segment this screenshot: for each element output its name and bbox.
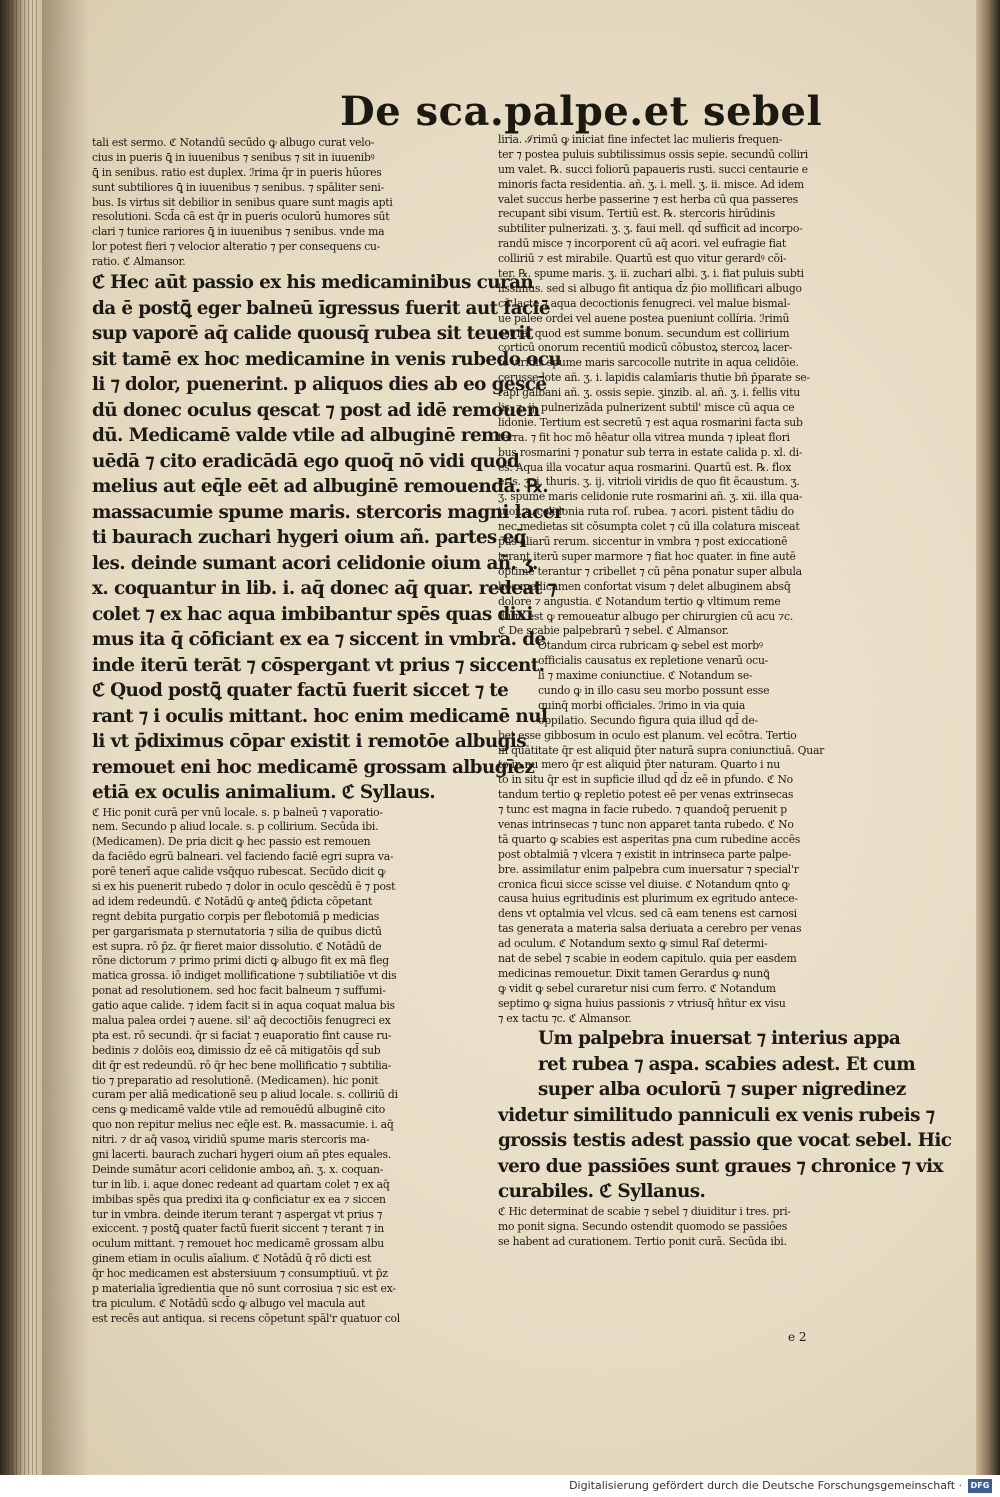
text-line: colliriū ⁊ est mirabile. Quartū est quo vitur gerardꝰ cōi- [498, 252, 787, 266]
text-line: bus rosmarini ⁊ ponatur sub terra in estate calida p. xl. di- [498, 445, 803, 459]
text-line: oppilatio. Secundo figura quia illud qd̄ de- [538, 713, 758, 727]
text-line: optime terantur ⁊ cribellet ⁊ cū pēna ponatur super albula [498, 564, 802, 578]
text-column-right [498, 133, 952, 1250]
text-line: cens ꝙ medicamē valde vtile ad remouēdū albuginē cito [92, 1103, 386, 1117]
text-line: videtur similitudo panniculi ex venis rubeis ⁊ [498, 1104, 935, 1126]
text-line: liria. ℐrimū ꝙ iniciat fine infectet lac mulieris frequen- [498, 133, 783, 146]
text-line: per gargarismata p sternutatoria ⁊ silia de quibus dictū [92, 924, 382, 938]
text-line: da faciēdo egrū balneari. vel faciendo faciē egri supra va- [92, 850, 394, 864]
text-line: malua palea ordei ⁊ auene. sil' aq̄ decoctiōis fenugreci ex [92, 1013, 391, 1027]
text-line: tandum tertio ꝙ repletio potest eē per venas extrinsecas [498, 788, 794, 802]
text-line: oculum mittant. ⁊ remouet hoc medicamē grossam albu [92, 1237, 384, 1251]
text-line: ℭ Quod postꝗ̄ quater factū fuerit siccet ⁊ te [92, 680, 509, 702]
text-line: exiccent. ⁊ postꝗ̄ quater factū fuerit siccent ⁊ terant ⁊ in [92, 1222, 385, 1236]
text-line: sit tamē ex hoc medicamine in venis rubedo ocu [92, 348, 562, 370]
text-line: melius aut eq̄le eēt ad albuginē remouendā. ℞. [92, 476, 549, 498]
text-line: tā quarto ꝙ scabies est asperitas pna cum rubedine accēs [498, 832, 800, 846]
text-line: da ē postꝗ̄ eger balneū īgressus fuerit aut faciē [92, 297, 551, 319]
text-line: sup vaporē aq̄ calide quousq̄ rubea sit teuerit [92, 323, 533, 345]
text-line: se habent ad curationem. Tertio ponit curā. Secūda ibi. [498, 1234, 787, 1248]
text-line: lissimus. sed si albugo fit antiqua d̄z p̄io mollificari albugo [498, 281, 802, 295]
text-line: curabiles. ℭ Syllanus. [498, 1181, 706, 1203]
text-line: ginem etiam in oculis aīalium. ℭ Notādū q̄ rō dicti est [92, 1252, 372, 1266]
text-line: lis. ʒ. ij. pulnerizāda pulnerizent subtil' misce cū aqua ce [498, 401, 795, 415]
page-right-edge [976, 0, 1000, 1475]
text-line: ue palee ordei vel auene postea pueniunt collíria. ℐrimū [498, 311, 790, 325]
text-line: Deinde sumātur acori celidonie amboꝝ añ. ʒ. x. coquan- [92, 1162, 384, 1176]
text-line: li vt p̄diximus cōpar existit i remotōe albugis [92, 731, 527, 753]
text-line: p̄us aliarū rerum. siccentur in vmbra ⁊ post exiccationē [498, 535, 788, 549]
text-line: ℭ Hic ponit curā per vnū locale. s. p balneū ⁊ vaporatio- [92, 805, 383, 819]
text-line: quo non repitur melius nec eq̄le est. ℞. massacumie. i. aq̄ [92, 1118, 394, 1132]
text-line: resolutioni. Scd̄a cā est q̄r in pueris oculorū humores sūt [92, 210, 390, 224]
text-line: valet succus herbe passerine ⁊ est herba cū qua passeres [498, 192, 798, 206]
text-line: cundo ꝙ in illo casu seu morbo possunt esse [538, 683, 770, 697]
text-line: te viridis spume maris sarcocolle nutrite in aqua celidōie. [498, 356, 799, 370]
text-line: ad oculum. ℭ Notandum sexto ꝙ simul Raſ determi- [498, 937, 768, 951]
text-line: colet ⁊ ex hac aqua imbibantur spēs quas dixi [92, 603, 533, 625]
text-line: inde iterū terāt ⁊ cōspergant vt prius ⁊ siccent. [92, 654, 545, 676]
text-line: nitri. ⁊ dr aq̄ vasoꝝ viridiū spume maris stercoris ma- [92, 1133, 370, 1147]
funding-credit: Digitalisierung gefördert durch die Deutsche Forschungsgemeinschaft · [569, 1479, 962, 1492]
text-line: ⁊ tunc est magna in facie rubedo. ⁊ quandoq̄ peruenit p [498, 803, 787, 817]
text-line: vero due passiōes sunt graues ⁊ chronice ⁊ vix [498, 1155, 943, 1177]
text-line: (Medicamen). De pria dicit ꝙ hec passio est remouen [92, 835, 371, 849]
text-line: Um palpebra inuersat ⁊ interius appa [538, 1028, 901, 1050]
text-line: mus ita q̄ cōficiant ex ea ⁊ siccent in vmbra. de [92, 629, 546, 651]
text-line: porē tenerī aque calide vsq̄quo rubescat. Secūdo dicit ꝙ [92, 865, 386, 879]
text-line: corticū onorum recentiū modicū cōbustoꝝ stercoꝝ lacer- [498, 341, 793, 355]
text-line: ratio. ℭ Almansor. [92, 255, 186, 269]
text-line: curam per aliā medicationē seu p aliud locale. s. colliriū di [92, 1088, 398, 1102]
text-line: septimo ꝙ signa huius passionis ⁊ vtriusq̄ hñtur ex visu [498, 996, 786, 1010]
text-line: nat de sebel ⁊ scabie in eodem capitulo. quia per easdem [498, 951, 797, 965]
text-line: si ex his puenerit rubedo ⁊ dolor in oculo qescēdū ē ⁊ post [92, 879, 396, 893]
text-line: hoc medicamen confortat visum ⁊ delet albuginem absq̄ [498, 579, 791, 593]
text-line: clari ⁊ tunice rariores ꝗ̄ in iuuenibus ⁊ senibus. vnde ma [92, 225, 385, 239]
page-stack-lines [4, 0, 38, 1475]
text-line: Otandum circa rubricam ꝙ sebel est morbꝰ [538, 639, 763, 653]
text-line: mo ponit signa. Secundo ostendit quomodo se passiōes [498, 1219, 787, 1233]
text-line: ad idem redeundū. ℭ Notādū ꝙ anteꝗ̄ p̄dicta cōpetant [92, 894, 373, 908]
text-line: terra. ⁊ fit hoc mō hēatur olla vitrea munda ⁊ ipleat flori [498, 430, 790, 444]
text-line: cronica ficui sicce scisse vel diuise. ℭ Notandum qnto ꝙ [498, 877, 790, 891]
text-line: minoris facta residentia. añ. ʒ. i. mell. ʒ. ii. misce. Ad idem [498, 177, 804, 191]
text-line: est raſ quod est summe bonum. secundum est collirium [498, 326, 790, 340]
text-line: tra piculum. ℭ Notādū scd̄o ꝙ albugo vel macula aut [92, 1296, 366, 1310]
text-line: venas intrinsecas ⁊ tunc non apparet tanta rubedo. ℭ No [498, 817, 794, 831]
text-line: imbibas spēs qua predixi ita ꝙ conficiatur ex ea ⁊ siccen [92, 1192, 386, 1206]
text-line: lor potest fieri ⁊ velocior alteratio ⁊ per consequens cu- [92, 240, 381, 254]
text-line: medicinas remouetur. Dixit tamen Gerardus ꝙ nunꝗ̄ [498, 966, 770, 980]
text-line: cerusse lote añ. ʒ. i. lapidis calamīaris thutie bñ p̄parate se- [498, 371, 810, 385]
text-line: les. deinde sumant acori celidonie oium añ. ʒ. [92, 552, 538, 574]
text-line: li ⁊ dolor, puenerint. p aliquos dies ab eo gescē [92, 374, 547, 396]
text-line: tas generata a materia salsa deriuata a cerebro per venas [498, 922, 802, 936]
text-line: dū donec oculus qescat ⁊ post ad idē remouen [92, 399, 540, 421]
text-line: lidonie. Tertium est secretū ⁊ est aqua rosmarini facta sub [498, 415, 803, 429]
text-line: est supra. rō p̄z. q̄r fieret maior dissolutio. ℭ Notādū de [92, 939, 382, 953]
text-line: ⁊ ex tactu ⁊c. ℭ Almansor. [498, 1011, 632, 1025]
text-line: ʒ. spume maris celidonie rute rosmarini añ. ʒ. xii. illa qua- [498, 490, 803, 504]
text-line: ter ⁊ postea puluis subtilissimus ossis sepie. secundū colliri [498, 147, 808, 161]
text-line: cū lacte ⁊ aqua decoctionis fenugreci. vel malue bismal- [498, 296, 791, 310]
text-line: ponat ad resolutionem. sed hoc facit balneum ⁊ suffumi- [92, 984, 386, 998]
text-line: massacumie spume maris. stercoris magni lacer [92, 501, 564, 523]
text-line: ter. ℞. spume maris. ʒ. ii. zuchari albi. ʒ. i. fiat puluis subti [498, 267, 804, 281]
text-line: gni lacerti. baurach zuchari hygeri oium añ ptes equales. [92, 1148, 392, 1161]
text-line: tio ⁊ preparatio ad resolutionē. (Medicamen). hic ponit [92, 1073, 379, 1087]
text-line: uēdā ⁊ cito eradicādā ego quoq̄ nō vidi quod [92, 450, 520, 472]
text-line: dū. Medicamē valde vtile ad albuginē remo [92, 425, 512, 447]
text-line: es. Aqua illa vocatur aqua rosmarini. Quartū est. ℞. flox [498, 460, 792, 474]
text-line: bet esse gibbosum in oculo est planum. vel ecōtra. Tertio [498, 728, 797, 742]
text-line: causa huius egritudinis est plurimum ex egritudo antece- [498, 892, 798, 906]
text-line: tur in lib. i. aque donec redeant ad quartam colet ⁊ ex aq̄ [92, 1177, 390, 1191]
text-line: grossis testis adest passio que vocat sebel. Hic [498, 1130, 952, 1152]
text-line: dens vt optalmia vel vlcus. sed cā eam tenens est carnosi [498, 907, 797, 921]
text-line: quinq̄ morbi officiales. ℐrimo in via quia [538, 698, 746, 712]
text-line: rōne dictorum ⁊ primo primi dicti ꝙ albugo fit ex mā fleg [92, 954, 389, 968]
text-line: dolore ⁊ angustia. ℭ Notandum tertio ꝙ vltimum reme [498, 594, 781, 608]
text-line: ret rubea ⁊ aspa. scabies adest. Et cum [538, 1053, 916, 1075]
text-line: terant iterū super marmore ⁊ fiat hoc quater. in fine autē [498, 549, 796, 563]
text-line: ꝙ vidit ꝙ sebel curaretur nisi cum ferro. ℭ Notandum [498, 981, 776, 995]
text-line: tali est sermo. ℭ Notandū secūdo ꝙ albugo curat velo- [92, 136, 375, 149]
text-line: ℭ Hic determinat de scabie ⁊ sebel ⁊ diuiditur i tres. pri- [498, 1204, 791, 1218]
text-line: regnt debita purgatio corpis per flebotomiā p medicias [92, 909, 380, 923]
text-line: ℭ De scabie palpebrarū ⁊ sebel. ℭ Almansor. [498, 624, 729, 638]
text-line: cius in pueris ꝗ̄ in iuuenibus ⁊ senibus ⁊ sit in iuuenibꝰ [92, 150, 375, 164]
text-line: x. coquantur in lib. i. aq̄ donec aq̄ quar. redeat ⁊ [92, 578, 556, 600]
text-line: nec medietas sit cōsumpta colet ⁊ cū illa colatura misceat [498, 520, 800, 534]
text-line: nem. Secundo p aliud locale. s. p collirium. Secūda ibi. [92, 820, 379, 834]
text-line: recupant sibi visum. Tertiū est. ℞. stercoris hirūdinis [498, 207, 775, 221]
text-line: tuor. s. celidonia ruta roſ. rubea. ⁊ acori. pistent tādiu do [498, 505, 794, 519]
text-line: subtiliter pulnerizati. ʒ. ʒ. faui mell. qd̄ sufficit ad incorpo- [498, 222, 803, 236]
text-line: matica grossa. iō indiget mollificatione ⁊ subtiliatiōe vt dis [92, 969, 397, 983]
signature-mark: e 2 [788, 1330, 807, 1344]
text-line: dium est ꝙ remoueatur albugo per chirurgien cū acu ⁊c. [498, 609, 794, 623]
text-line: est recēs aut antiqua. si recens cōpetunt spāl'r quatuor col [92, 1311, 400, 1325]
text-line: q̄r hoc medicamen est abstersiuum ⁊ consumptiuū. vt p̄z [92, 1267, 388, 1281]
text-line: gatio aque calide. ⁊ idem facit si in aqua coquat malua bis [92, 999, 395, 1013]
text-column-left [92, 136, 564, 1327]
text-line: bus. Is virtus sit debilior in senibus quare sunt magis apti [92, 195, 393, 209]
text-line: ti baurach zuchari hygeri oium añ. partes eq̄ [92, 527, 526, 549]
dfg-logo-icon: DFG [968, 1479, 992, 1493]
text-line: p materialia īgredientia que nō sunt corrosiua ⁊ sic est ex- [92, 1282, 396, 1296]
text-line: bedinis ⁊ dolōis eoꝝ dimissio d̄z eē cā mitigatōis qd̄ sub [92, 1043, 381, 1057]
text-line: remouet eni hoc medicamē grossam albugīez [92, 756, 535, 778]
text-line: ℭ Hec aūt passio ex his medicaminibus curan [92, 272, 534, 294]
text-line: to in nu mero q̄r est aliquid p̄ter naturam. Quarto i nu [498, 758, 780, 772]
text-line: randū misce ⁊ incorporent cū aq̄ acori. vel eufragie fiat [498, 237, 786, 251]
text-line: ꝗ̄ in senibus. ratio est duplex. ℐrima q̄r in pueris hūores [92, 165, 382, 179]
text-line: eris. ʒ. i. thuris. ʒ. ij. vitrioli viridis de quo fit ēcaustum. ʒ. [498, 475, 800, 489]
text-line: super alba oculorū ⁊ super nigredinez [538, 1079, 906, 1101]
text-line: post obtalmiā ⁊ vlcera ⁊ existit in intrinseca parte palpe- [498, 847, 792, 861]
text-line: pta est. rō secundi. q̄r si faciat ⁊ euaporatio fint cause ru- [92, 1028, 392, 1042]
text-line: li ⁊ maxime coniunctiue. ℭ Notandum se- [538, 669, 753, 683]
text-line: sunt subtiliores ꝗ̄ in iuuenibus ⁊ senibus. ⁊ spāliter seni- [92, 180, 385, 194]
footer-bar [0, 1475, 1000, 1497]
text-line: in quātitate q̄r est aliquid p̄ter naturā supra coniunctiuā. Quar [498, 743, 825, 757]
text-line: um valet. ℞. succi foliorū papaueris rusti. succi centaurie e [498, 162, 808, 176]
text-line: bre. assimilatur enim palpebra cum inuersatur ⁊ special'r [498, 862, 799, 876]
text-line: etiā ex oculis animalium. ℭ Syllaus. [92, 782, 436, 804]
text-line: tur in vmbra. deinde iterum terant ⁊ aspergat vt prius ⁊ [92, 1207, 382, 1221]
text-line: rant ⁊ i oculis mittant. hoc enim medicamē nul [92, 705, 548, 727]
text-line: rapi galbani añ. ʒ. ossis sepie. ʒinzib. al. añ. ʒ. i. fellis vitu [498, 386, 800, 400]
text-line: dit q̄r est redeundū. rō q̄r hec bene mollificatio ⁊ subtilia- [92, 1058, 392, 1072]
text-line: to in situ q̄r est in supficie illud qd̄ d̄z eē in pfundo. ℭ No [498, 773, 793, 787]
running-head: De sca.palpe.et sebel [340, 88, 823, 135]
text-line: officialis causatus ex repletione venarū ocu- [538, 654, 769, 668]
